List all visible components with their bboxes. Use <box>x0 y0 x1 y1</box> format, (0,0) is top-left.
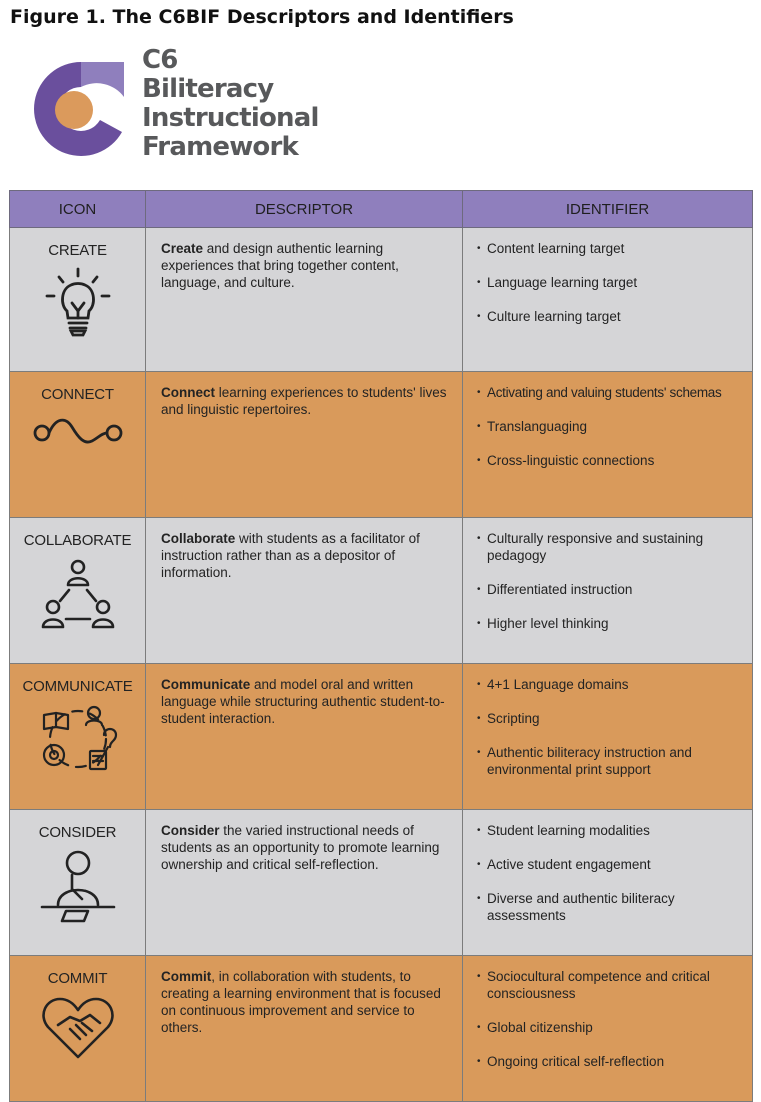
icon-cell <box>10 956 146 1102</box>
descriptor-text: and model oral and written language while structuring authentic student-to-student interaction. <box>161 677 445 726</box>
table-row <box>10 956 753 1102</box>
heart-handshake-icon <box>40 995 116 1061</box>
icon-cell <box>10 372 146 518</box>
c6-logo-mark-icon <box>12 42 132 166</box>
logo-wordmark <box>142 46 319 162</box>
identifier-item: • Content learning target <box>477 240 750 257</box>
identifier-cell <box>463 810 753 956</box>
identifier-item: • Culture learning target <box>477 308 750 325</box>
descriptor-keyword: Collaborate <box>161 531 236 546</box>
descriptor-text: and design authentic learning experiences that bring together content, language, and culture. <box>161 241 399 290</box>
identifier-item: • Global citizenship <box>477 1019 750 1036</box>
identifier-item: • Translanguaging <box>477 418 750 435</box>
table-header-row <box>10 191 753 228</box>
header-icon: ICON <box>10 191 146 228</box>
identifier-item: • Active student engagement <box>477 856 750 873</box>
icon-label: COLLABORATE <box>23 532 132 549</box>
identifier-item: • Scripting <box>477 710 750 727</box>
descriptor-table <box>9 190 753 1102</box>
communication-domains-icon <box>38 703 118 775</box>
connection-wave-icon <box>32 411 124 451</box>
descriptor-cell <box>146 372 463 518</box>
identifier-item: • Authentic biliteracy instruction and environmental print support <box>477 744 750 778</box>
logo-line-3: Instructional <box>142 103 319 133</box>
descriptor-cell <box>146 518 463 664</box>
identifier-cell <box>463 228 753 372</box>
table-row <box>10 228 753 372</box>
descriptor-keyword: Connect <box>161 385 215 400</box>
descriptor-text: learning experiences to students' lives and linguistic repertoires. <box>161 385 447 417</box>
identifier-item: • Activating and valuing students' schemas <box>477 384 750 401</box>
identifier-item: • Student learning modalities <box>477 822 750 839</box>
logo-line-1: C6 <box>142 45 178 75</box>
descriptor-text: , in collaboration with students, to creating a learning environment that is focused on continuous improvement and service to others. <box>161 969 441 1035</box>
identifier-cell <box>463 372 753 518</box>
identifier-cell <box>463 664 753 810</box>
thinking-person-icon <box>38 849 118 925</box>
identifier-item: • Culturally responsive and sustaining pedagogy <box>477 530 750 564</box>
identifier-cell <box>463 956 753 1102</box>
identifier-item: • Language learning target <box>477 274 750 291</box>
descriptor-cell <box>146 810 463 956</box>
icon-label: COMMUNICATE <box>22 678 133 695</box>
identifier-item: • Ongoing critical self-reflection <box>477 1053 750 1070</box>
table-row <box>10 810 753 956</box>
icon-cell <box>10 518 146 664</box>
identifier-cell <box>463 518 753 664</box>
identifier-item: • Sociocultural competence and critical consciousness <box>477 968 750 1002</box>
descriptor-keyword: Create <box>161 241 204 256</box>
lightbulb-icon <box>41 267 115 337</box>
descriptor-keyword: Communicate <box>161 677 251 692</box>
descriptor-cell <box>146 664 463 810</box>
icon-cell <box>10 228 146 372</box>
descriptor-text: with students as a facilitator of instruction rather than as a depositor of information. <box>161 531 420 580</box>
figure-title: Figure 1. The C6BIF Descriptors and Identifiers <box>10 6 514 28</box>
identifier-item: • 4+1 Language domains <box>477 676 750 693</box>
identifier-item: • Diverse and authentic biliteracy assessments <box>477 890 750 924</box>
icon-cell <box>10 810 146 956</box>
descriptor-cell <box>146 956 463 1102</box>
descriptor-text: the varied instructional needs of students as an opportunity to promote learning ownership and critical self-reflection. <box>161 823 440 872</box>
icon-label: CONNECT <box>41 386 114 403</box>
icon-label: CREATE <box>48 242 107 259</box>
header-descriptor: DESCRIPTOR <box>146 191 463 228</box>
logo-line-4: Framework <box>142 132 298 162</box>
descriptor-keyword: Commit <box>161 969 212 984</box>
icon-label: CONSIDER <box>38 824 117 841</box>
table-row <box>10 518 753 664</box>
header-identifier: IDENTIFIER <box>463 191 753 228</box>
group-people-icon <box>40 557 116 631</box>
identifier-item: • Differentiated instruction <box>477 581 750 598</box>
c6-logo <box>12 42 342 172</box>
logo-line-2: Biliteracy <box>142 74 274 104</box>
table-row <box>10 664 753 810</box>
icon-label: COMMIT <box>47 970 108 987</box>
identifier-item: • Higher level thinking <box>477 615 750 632</box>
descriptor-cell <box>146 228 463 372</box>
icon-cell <box>10 664 146 810</box>
identifier-item: • Cross-linguistic connections <box>477 452 750 469</box>
descriptor-keyword: Consider <box>161 823 220 838</box>
table-row <box>10 372 753 518</box>
